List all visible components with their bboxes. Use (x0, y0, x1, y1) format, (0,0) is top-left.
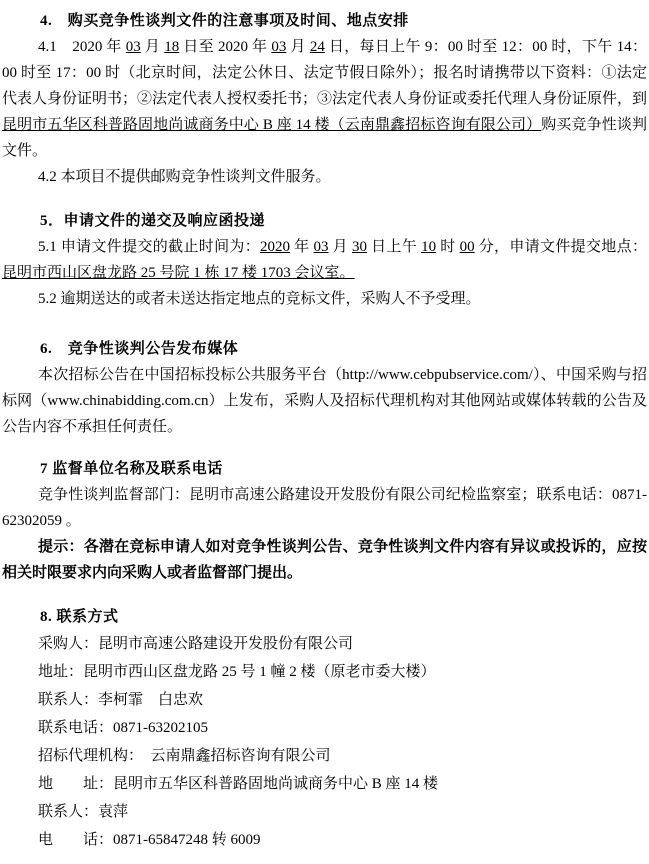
text-segment: 月 (286, 39, 310, 55)
underlined-text-segment: 30 (352, 239, 368, 255)
text-segment: 年 (290, 239, 314, 255)
underlined-text-segment: 03 (271, 39, 287, 55)
section-contact (2, 604, 647, 854)
underlined-text-segment: 03 (125, 39, 141, 55)
paragraph-5-2: 5.2 逾期送达的或者未送达指定地点的竞标文件，采购人不予受理。 (38, 291, 481, 307)
text-segment: 时 (436, 239, 460, 255)
section-purchase-notes (2, 8, 647, 190)
purchaser-contact-person-line: 联系人：李柯霏 白忠欢 (38, 692, 204, 708)
paragraph-5-1 (2, 234, 647, 286)
text-segment: 日，每日上午 9：00 时至 12：00 时，下午 14：00 时至 17：00 时（北京时间，法定公休日、法定节假日除外）；报名时请携带以下资料：①法定代表人身份证明书；②法定代表人授权委托书；③法定代表人身份证或委托代理人身份证原件，到 (2, 39, 648, 107)
section-4-heading: 4. 购买竞争性谈判文件的注意事项及时间、地点安排 (40, 13, 409, 29)
text-segment: 购买竞争性谈判文件。 (2, 117, 647, 159)
underlined-text-segment: 2020 (260, 239, 291, 255)
paragraph-4-1 (2, 34, 647, 164)
section-announcement-media (2, 336, 647, 440)
agency-line: 招标代理机构： 云南鼎鑫招标咨询有限公司 (38, 748, 331, 764)
section-supervision (2, 456, 647, 586)
underlined-text-segment: 昆明市西山区盘龙路 25 号院 1 栋 17 楼 1703 会议室。 (2, 265, 355, 281)
underlined-text-segment: 昆明市五华区科普路固地尚诚商务中心 B 座 14 楼（云南鼎鑫招标咨询有限公司） (2, 117, 542, 133)
paragraph-6: 本次招标公告在中国招标投标公共服务平台（http://www.cebpubservice.com/）、中国采购与招标网（www.chinabidding.com.cn）上发布，采购人及招标代理机构对其他网站或媒体转载的公告及公告内容不承担任何责任。 (2, 367, 647, 435)
text-segment: 月 (140, 39, 165, 55)
section-document-submission (2, 208, 647, 312)
purchaser-address-line: 地址：昆明市西山区盘龙路 25 号 1 幢 2 楼（原老市委大楼） (38, 664, 436, 680)
agency-contact-person-line: 联系人：袁萍 (38, 804, 129, 820)
text-segment: 分，申请文件提交地点： (474, 239, 647, 255)
section-8-heading: 8. 联系方式 (40, 609, 119, 625)
underlined-text-segment: 10 (421, 239, 437, 255)
agency-phone-line: 电 话：0871-65847248 转 6009 (38, 832, 261, 848)
purchaser-line: 采购人：昆明市高速公路建设开发股份有限公司 (38, 636, 354, 652)
paragraph-7-supervision: 竞争性谈判监督部门：昆明市高速公路建设开发股份有限公司纪检监察室；联系电话：0871-62302059 。 (2, 487, 647, 529)
agency-address-line: 地 址：昆明市五华区科普路固地尚诚商务中心 B 座 14 楼 (38, 776, 439, 792)
section-6-heading: 6. 竞争性谈判公告发布媒体 (40, 341, 239, 357)
text-segment: 月 (328, 239, 353, 255)
underlined-text-segment: 00 (459, 239, 475, 255)
purchaser-phone-line: 联系电话：0871-63202105 (38, 720, 208, 736)
underlined-text-segment: 18 (164, 39, 180, 55)
text-segment: 5.1 申请文件提交的截止时间为： (38, 239, 261, 255)
text-segment: 4.1 2020 年 (38, 39, 126, 55)
underlined-text-segment: 24 (309, 39, 325, 55)
underlined-text-segment: 03 (313, 239, 329, 255)
section-7-heading: 7 监督单位名称及联系电话 (40, 461, 223, 477)
paragraph-7-tip: 提示：各潜在竞标申请人如对竞争性谈判公告、竞争性谈判文件内容有异议或投诉的，应按相关时限要求内向采购人或者监督部门提出。 (2, 539, 647, 581)
paragraph-4-2: 4.2 本项目不提供邮购竞争性谈判文件服务。 (38, 169, 331, 185)
text-segment: 日上午 (367, 239, 422, 255)
text-segment: 日至 2020 年 (179, 39, 272, 55)
section-5-heading: 5．申请文件的递交及响应函投递 (40, 213, 266, 229)
